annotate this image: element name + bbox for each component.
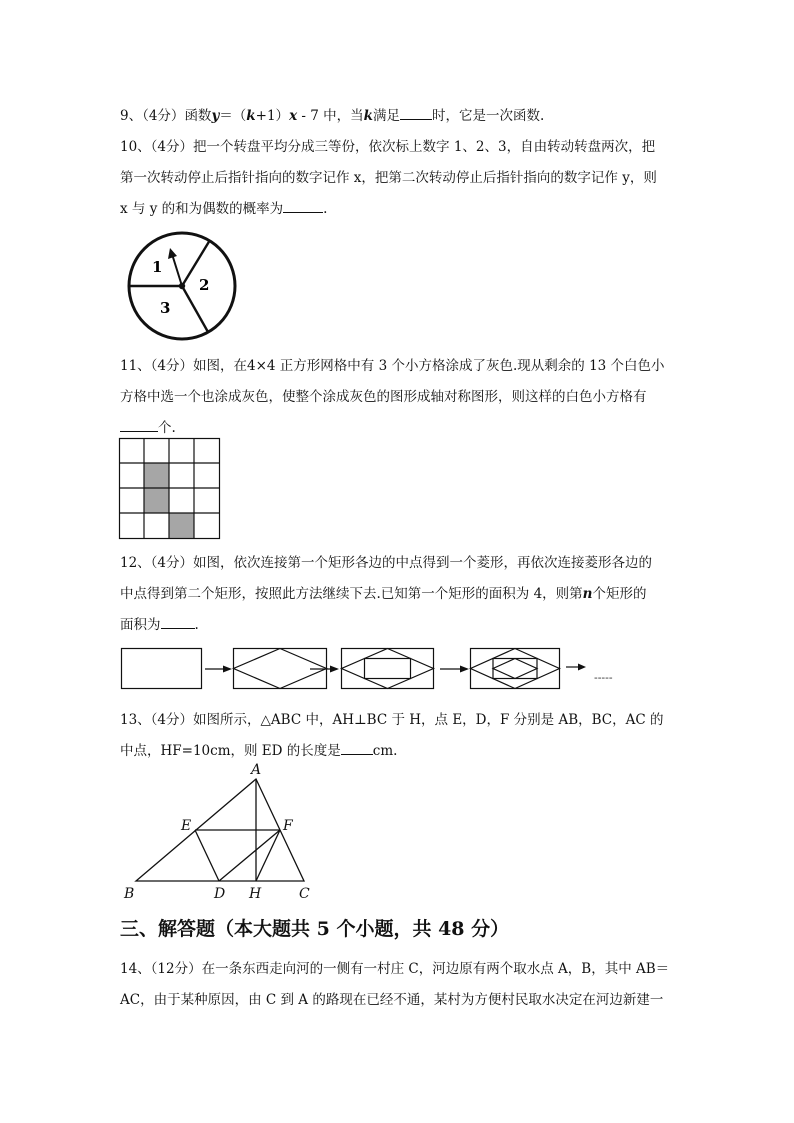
segment-df [219, 830, 280, 881]
label-d: D [214, 886, 226, 902]
question-12-line-1: 12、（4分）如图，依次连接第一个矩形各边的中点得到一个菱形，再依次连接菱形各边的 [120, 555, 653, 571]
answer-blank-10 [283, 198, 323, 213]
section-3-heading: 三、解答题（本大题共 5 个小题，共 48 分） [120, 918, 510, 940]
question-10-line-3: x 与 y 的和为偶数的概率为 . [120, 197, 327, 217]
label-e: E [181, 818, 192, 834]
label-f: F [283, 818, 293, 834]
question-10-line-1: 10、（4分）把一个转盘平均分成三等份，依次标上数字 1、2、3，自由转动转盘两次，把 [120, 139, 656, 155]
triangle-figure [118, 760, 318, 905]
answer-blank-12 [161, 614, 195, 629]
question-9-number: 9、（4分） [120, 108, 185, 124]
answer-blank-9 [400, 105, 432, 120]
label-a: A [251, 762, 262, 778]
question-12-number: 12、（4分） [120, 555, 194, 571]
rectangle-sequence-figure [120, 646, 660, 696]
label-c: C [299, 886, 310, 902]
question-12-line-2: 中点得到第二个矩形，按照此方法继续下去.已知第一个矩形的面积为 4，则第n个矩形的 [120, 586, 647, 602]
question-13-line-1: 13、（4分）如图所示，△ABC 中，AH⊥BC 于 H，点 E，D，F 分别是 AB，BC，AC 的 [120, 712, 664, 728]
spinner-label-1: 1 [152, 258, 163, 276]
grid-figure [119, 438, 221, 540]
question-14-number: 14、（12分） [120, 961, 202, 977]
answer-blank-11 [120, 417, 158, 432]
answer-blank-13 [341, 740, 373, 755]
segment-hf [256, 830, 280, 881]
pointer-arrow [172, 254, 182, 286]
spinner-figure [122, 226, 242, 346]
question-13-line-2: 中点，HF=10cm，则 ED 的长度是 cm. [120, 739, 397, 759]
question-10-line-2: 第一次转动停止后指针指向的数字记作 x，把第二次转动停止后指针指向的数字记作 y，则 [120, 170, 657, 186]
question-11-line-1: 11、（4分）如图，在4×4 正方形网格中有 3 个小方格涂成了灰色.现从剩余的 13 个白色小 [120, 358, 665, 374]
spinner-label-3: 3 [160, 299, 171, 317]
label-b: B [124, 886, 135, 902]
label-h: H [249, 886, 262, 902]
question-11-line-2: 方格中选一个也涂成灰色，使整个涂成灰色的图形成轴对称图形，则这样的白色小方格有 [120, 389, 647, 405]
question-14-line-1: 14、（12分）在一条东西走向河的一侧有一村庄 C，河边原有两个取水点 A，B，其中 AB＝ [120, 961, 670, 977]
question-12-line-3: 面积为 . [120, 613, 199, 633]
rectangle-3 [342, 649, 434, 689]
question-13-number: 13、（4分） [120, 712, 194, 728]
question-10-number: 10、（4分） [120, 139, 194, 155]
question-9-line: 9、（4分）函数y＝（k+1）x - 7 中，当k满足 时，它是一次函数. [120, 104, 544, 124]
spinner-label-2: 2 [199, 276, 210, 294]
question-14-line-2: AC，由于某种原因，由 C 到 A 的路现在已经不通，某村为方便村民取水决定在河边新建一 [120, 992, 664, 1008]
rectangle-1 [122, 649, 202, 689]
ellipsis-dashes: ----- [594, 671, 613, 684]
segment-ed [195, 830, 219, 881]
rectangle-4 [471, 649, 560, 689]
question-11-number: 11、（4分） [120, 358, 194, 374]
question-11-line-3: 个. [120, 416, 176, 436]
